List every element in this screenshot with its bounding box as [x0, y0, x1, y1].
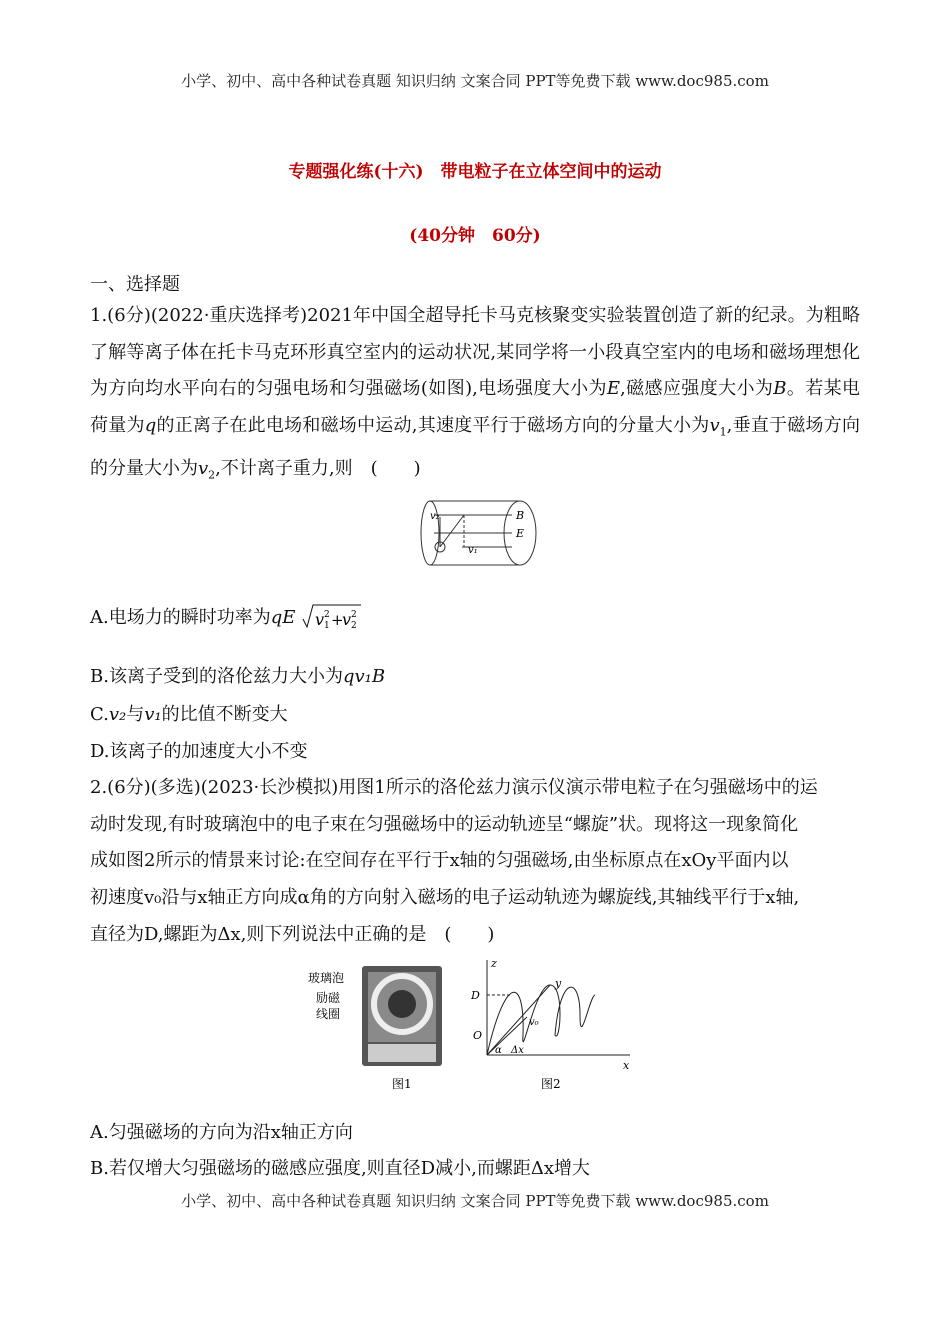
fig1-label-coil2: 线圈 [316, 1007, 341, 1021]
fig2-label-D: D [471, 989, 480, 1002]
svg-text:1: 1 [324, 621, 330, 631]
page-footer: 小学、初中、高中各种试卷真题 知识归纳 文案合同 PPT等免费下载 www.doc985.com [181, 1192, 769, 1210]
fig1-label-B: B [516, 509, 525, 522]
q2-line-2: 动时发现,有时玻璃泡中的电子束在匀强磁场中的运动轨迹呈“螺旋”状。现将这一现象简化 [90, 814, 799, 835]
q2-figure-2 [465, 955, 635, 1095]
fig2-label-y: y [555, 977, 562, 990]
fig2-label-v0: v₀ [529, 1017, 539, 1028]
fig1-caption: 图1 [392, 1077, 412, 1091]
q2-figure-1 [300, 960, 460, 1095]
q2-line-3: 成如图2所示的情景来讨论:在空间存在平行于x轴的匀强磁场,由坐标原点在xOy平面内以 [90, 850, 789, 871]
q2-line-1: 2.(6分)(多选)(2023·长沙模拟)用图1所示的洛伦兹力演示仪演示带电粒子在匀强磁场中的运 [90, 777, 818, 798]
fig2-label-O: O [473, 1029, 483, 1042]
fig1-label-v2: v₂ [430, 511, 440, 522]
svg-text:2: 2 [351, 621, 357, 631]
fig2-label-alpha: α [495, 1045, 502, 1056]
page-subtitle: (40分钟 60分) [409, 226, 541, 246]
fig1-label-coil1: 励磁 [316, 991, 341, 1005]
svg-text:+: + [331, 611, 344, 629]
q2-option-b: B.若仅增大匀强磁场的磁感应强度,则直径D减小,而螺距Δx增大 [90, 1158, 590, 1179]
q1-figure [412, 495, 540, 575]
q1-option-a: A.电场力的瞬时功率为qE v 1 2 + v 2 2 [90, 603, 363, 633]
svg-text:v: v [315, 610, 325, 629]
svg-text:2: 2 [324, 610, 330, 620]
q2-line-4: 初速度v₀沿与x轴正方向成α角的方向射入磁场的电子运动轨迹为螺旋线,其轴线平行于x轴, [90, 887, 800, 908]
page-header: 小学、初中、高中各种试卷真题 知识归纳 文案合同 PPT等免费下载 www.doc985.com [181, 72, 769, 90]
page-title: 专题强化练(十六) 带电粒子在立体空间中的运动 [288, 162, 662, 182]
fig2-label-z: z [491, 957, 497, 970]
q1-option-d: D.该离子的加速度大小不变 [90, 741, 308, 762]
sqrt-formula-icon [301, 603, 363, 633]
fig2-label-x: x [623, 1059, 630, 1072]
q2-line-5: 直径为D,螺距为Δx,则下列说法中正确的是 ( ) [90, 924, 495, 945]
section-heading: 一、选择题 [90, 274, 180, 295]
fig2-label-dx: Δx [511, 1045, 524, 1056]
fig2-caption: 图2 [541, 1077, 561, 1091]
q2-option-a: A.匀强磁场的方向为沿x轴正方向 [90, 1122, 353, 1143]
fig1-label-bulb: 玻璃泡 [308, 971, 345, 985]
svg-text:2: 2 [351, 610, 357, 620]
fig1-label-v1: v₁ [468, 545, 478, 556]
q1-option-c: C.v₂与v₁的比值不断变大 [90, 704, 288, 725]
svg-text:v: v [342, 610, 352, 629]
fig1-label-E: E [516, 527, 525, 540]
q1-option-b: B.该离子受到的洛伦兹力大小为qv₁B [90, 666, 386, 687]
question-1-stem: 1.(6分)(2022·重庆选择考)2021年中国全超导托卡马克核聚变实验装置创造了新的纪录。为粗略了解等离子体在托卡马克环形真空室内的运动状况,某同学将一小段真空室内的电场和磁场理想化为方向均水平向右的匀强电场和匀强磁场(如图),电场强度大小为E,磁感应强度大小为B。若某电荷量为q的正离子在此电场和磁场中运动,其速度平行于磁场方向的分量大小为$v_1$,垂直于磁场方向的分量大小为$v_2$,不计离子重力,则 ( ) [90, 305, 861, 482]
